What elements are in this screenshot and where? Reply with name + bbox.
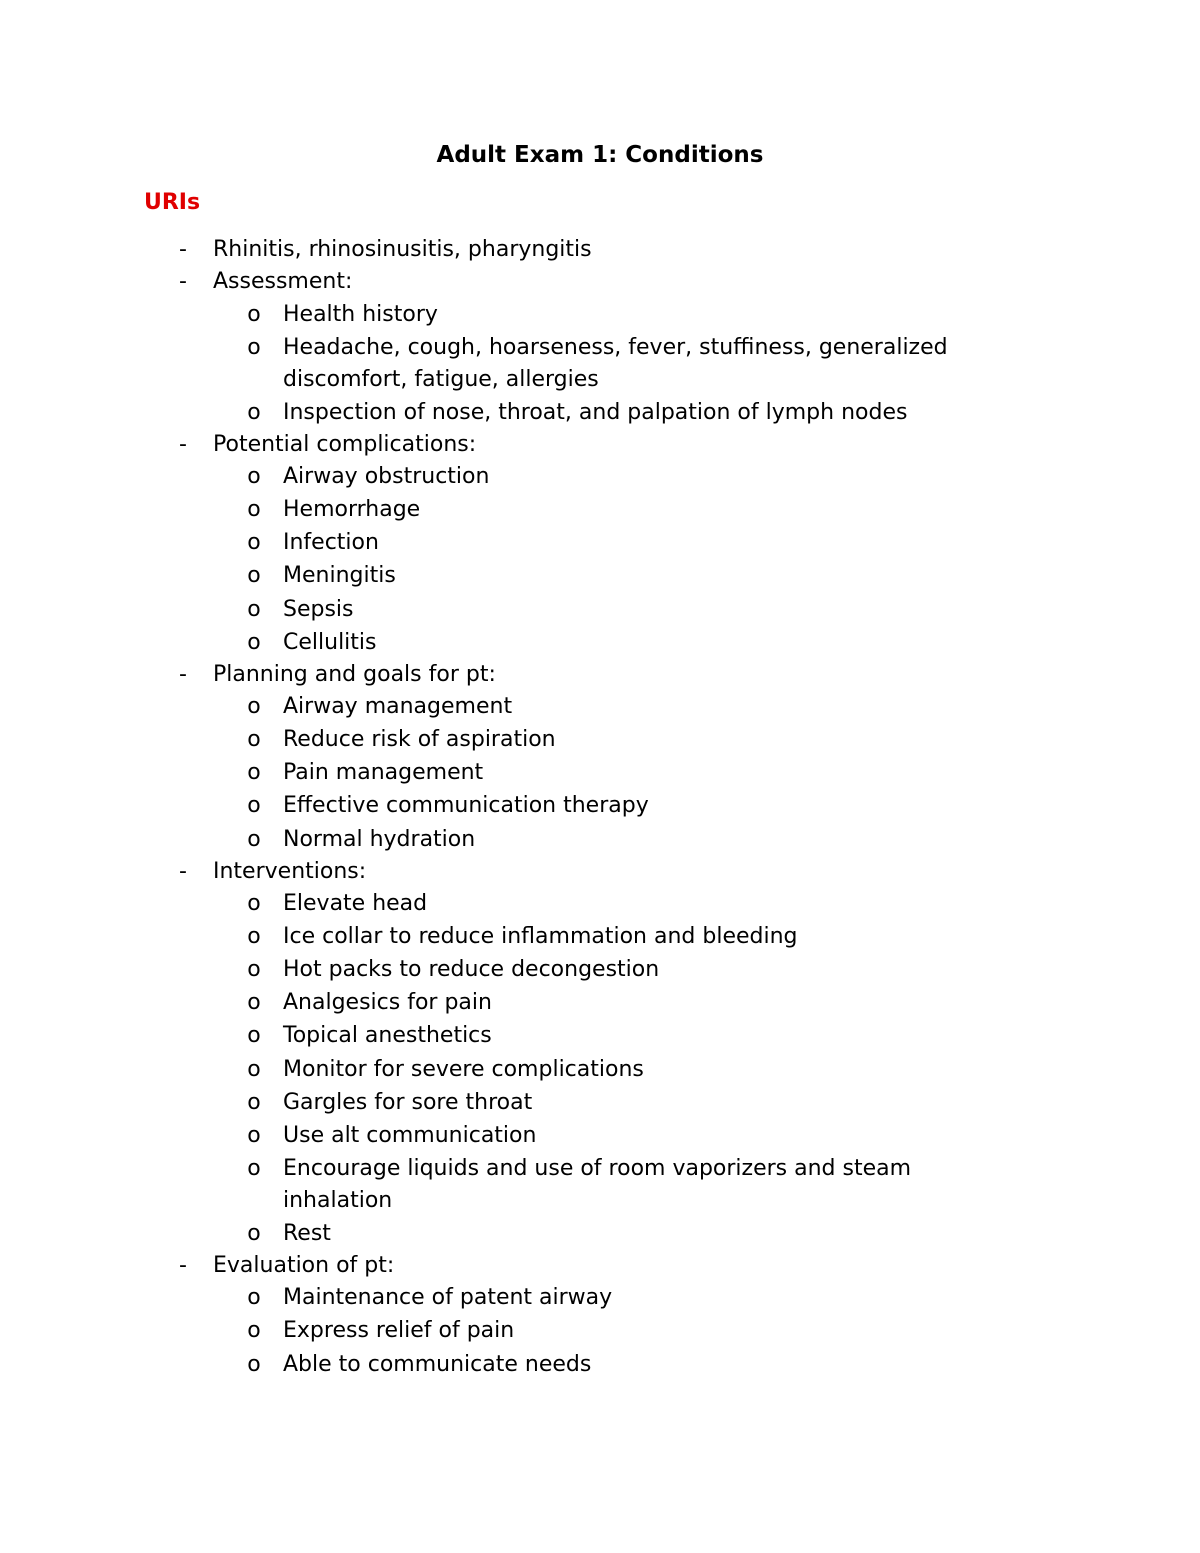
sub-bullet-item xyxy=(0,1349,1200,1381)
circle-bullet-icon: o xyxy=(247,694,261,720)
sub-bullet-item-text: Airway obstruction xyxy=(283,464,490,490)
sub-bullet-item xyxy=(0,527,1200,559)
section-heading-uris: URIs xyxy=(144,190,201,215)
list-item xyxy=(0,234,1200,266)
sub-bullet-item xyxy=(0,1087,1200,1119)
sub-bullet-item-text: Rest xyxy=(283,1220,331,1246)
circle-bullet-icon: o xyxy=(247,1155,261,1181)
sub-bullet-item xyxy=(0,627,1200,659)
dash-bullet-icon: - xyxy=(179,1252,187,1278)
sub-bullet-item-text: Analgesics for pain xyxy=(283,990,492,1016)
circle-bullet-icon: o xyxy=(247,530,261,556)
list-item xyxy=(0,1250,1200,1381)
circle-bullet-icon: o xyxy=(247,563,261,589)
sub-bullet-item xyxy=(0,824,1200,856)
sub-bullet-item-text: Hot packs to reduce decongestion xyxy=(283,957,660,983)
sub-bullet-item-text: Express relief of pain xyxy=(283,1318,515,1344)
sub-bullet-item xyxy=(0,494,1200,526)
circle-bullet-icon: o xyxy=(247,596,261,622)
sub-bullet-item xyxy=(0,757,1200,789)
bullet-item xyxy=(0,659,1200,691)
sub-bullet-item xyxy=(0,1120,1200,1152)
list-item xyxy=(0,856,1200,1250)
circle-bullet-icon: o xyxy=(247,1220,261,1246)
circle-bullet-icon: o xyxy=(247,497,261,523)
sub-bullet-item xyxy=(0,691,1200,723)
bullet-item-text: Potential complications: xyxy=(213,431,477,457)
dash-bullet-icon: - xyxy=(179,237,187,262)
circle-bullet-icon: o xyxy=(247,793,261,819)
sub-bullet-item xyxy=(0,461,1200,493)
sub-bullet-item-text: Effective communication therapy xyxy=(283,793,649,819)
sub-bullet-item-text: Gargles for sore throat xyxy=(283,1089,533,1115)
bullet-item-text: Interventions: xyxy=(213,858,367,884)
bullet-item xyxy=(0,234,1200,266)
bullet-item-text: Evaluation of pt: xyxy=(213,1252,395,1278)
sub-bullet-item-text: Health history xyxy=(283,301,438,327)
sub-bullet-item-text: Topical anesthetics xyxy=(283,1023,492,1049)
circle-bullet-icon: o xyxy=(247,1023,261,1049)
circle-bullet-icon: o xyxy=(247,301,261,327)
sub-bullet-item xyxy=(0,1218,1200,1250)
sub-bullet-item-text: Maintenance of patent airway xyxy=(283,1285,613,1311)
bullet-list xyxy=(0,234,1200,1381)
bullet-item-text: Rhinitis, rhinosinusitis, pharyngitis xyxy=(213,237,592,262)
sub-bullet-item-text: Able to communicate needs xyxy=(283,1351,592,1377)
circle-bullet-icon: o xyxy=(247,1056,261,1082)
sub-bullet-item-text: Reduce risk of aspiration xyxy=(283,727,556,753)
circle-bullet-icon: o xyxy=(247,1122,261,1148)
sub-bullet-item xyxy=(0,560,1200,592)
bullet-item-text: Planning and goals for pt: xyxy=(213,661,496,687)
circle-bullet-icon: o xyxy=(247,727,261,753)
dash-bullet-icon: - xyxy=(179,858,187,884)
circle-bullet-icon: o xyxy=(247,826,261,852)
sub-bullet-item xyxy=(0,724,1200,756)
list-item xyxy=(0,266,1200,429)
sub-bullet-item-text: Hemorrhage xyxy=(283,497,421,523)
sub-bullet-item-text: Inspection of nose, throat, and palpation of lymph nodes xyxy=(283,399,908,425)
sub-bullet-item xyxy=(0,954,1200,986)
sub-bullet-item-text: Elevate head xyxy=(283,891,428,917)
sub-bullet-item xyxy=(0,1282,1200,1314)
sub-bullet-item xyxy=(0,987,1200,1019)
sub-bullet-item xyxy=(0,888,1200,920)
circle-bullet-icon: o xyxy=(247,990,261,1016)
sub-bullet-item-text: Infection xyxy=(283,530,379,556)
bullet-item xyxy=(0,429,1200,461)
bullet-item xyxy=(0,266,1200,298)
circle-bullet-icon: o xyxy=(247,891,261,917)
sub-bullet-item-text: Headache, cough, hoarseness, fever, stuffiness, generalized discomfort, fatigue, allergies xyxy=(283,334,948,392)
sub-bullet-item xyxy=(0,594,1200,626)
sub-bullet-item xyxy=(0,790,1200,822)
sub-bullet-item-text: Encourage liquids and use of room vaporizers and steam inhalation xyxy=(283,1155,912,1213)
list-item xyxy=(0,429,1200,659)
dash-bullet-icon: - xyxy=(179,431,187,457)
bullet-item-text: Assessment: xyxy=(213,269,353,294)
dash-bullet-icon: - xyxy=(179,661,187,687)
sub-bullet-item-text: Sepsis xyxy=(283,596,354,622)
circle-bullet-icon: o xyxy=(247,957,261,983)
sub-bullet-item-text: Normal hydration xyxy=(283,826,476,852)
circle-bullet-icon: o xyxy=(247,760,261,786)
sub-bullet-item-text: Ice collar to reduce inflammation and bleeding xyxy=(283,924,798,950)
circle-bullet-icon: o xyxy=(247,1089,261,1115)
sub-bullet-item xyxy=(0,332,1200,396)
sub-bullet-item-text: Cellulitis xyxy=(283,629,377,655)
sub-bullet-item xyxy=(0,1054,1200,1086)
sub-bullet-item xyxy=(0,397,1200,429)
list-item xyxy=(0,659,1200,856)
sub-bullet-item-text: Meningitis xyxy=(283,563,396,589)
sub-bullet-item-text: Monitor for severe complications xyxy=(283,1056,644,1082)
sub-bullet-item xyxy=(0,1020,1200,1052)
circle-bullet-icon: o xyxy=(247,629,261,655)
document-title: Adult Exam 1: Conditions xyxy=(436,142,764,168)
circle-bullet-icon: o xyxy=(247,334,261,360)
dash-bullet-icon: - xyxy=(179,269,187,294)
bullet-item xyxy=(0,856,1200,888)
sub-bullet-item-text: Airway management xyxy=(283,694,513,720)
sub-bullet-item xyxy=(0,921,1200,953)
circle-bullet-icon: o xyxy=(247,1318,261,1344)
sub-bullet-item-text: Use alt communication xyxy=(283,1122,537,1148)
circle-bullet-icon: o xyxy=(247,399,261,425)
circle-bullet-icon: o xyxy=(247,1351,261,1377)
sub-bullet-item xyxy=(0,1153,1200,1217)
circle-bullet-icon: o xyxy=(247,1285,261,1311)
sub-bullet-item xyxy=(0,1315,1200,1347)
sub-bullet-item xyxy=(0,299,1200,331)
circle-bullet-icon: o xyxy=(247,464,261,490)
bullet-item xyxy=(0,1250,1200,1282)
circle-bullet-icon: o xyxy=(247,924,261,950)
sub-bullet-item-text: Pain management xyxy=(283,760,484,786)
